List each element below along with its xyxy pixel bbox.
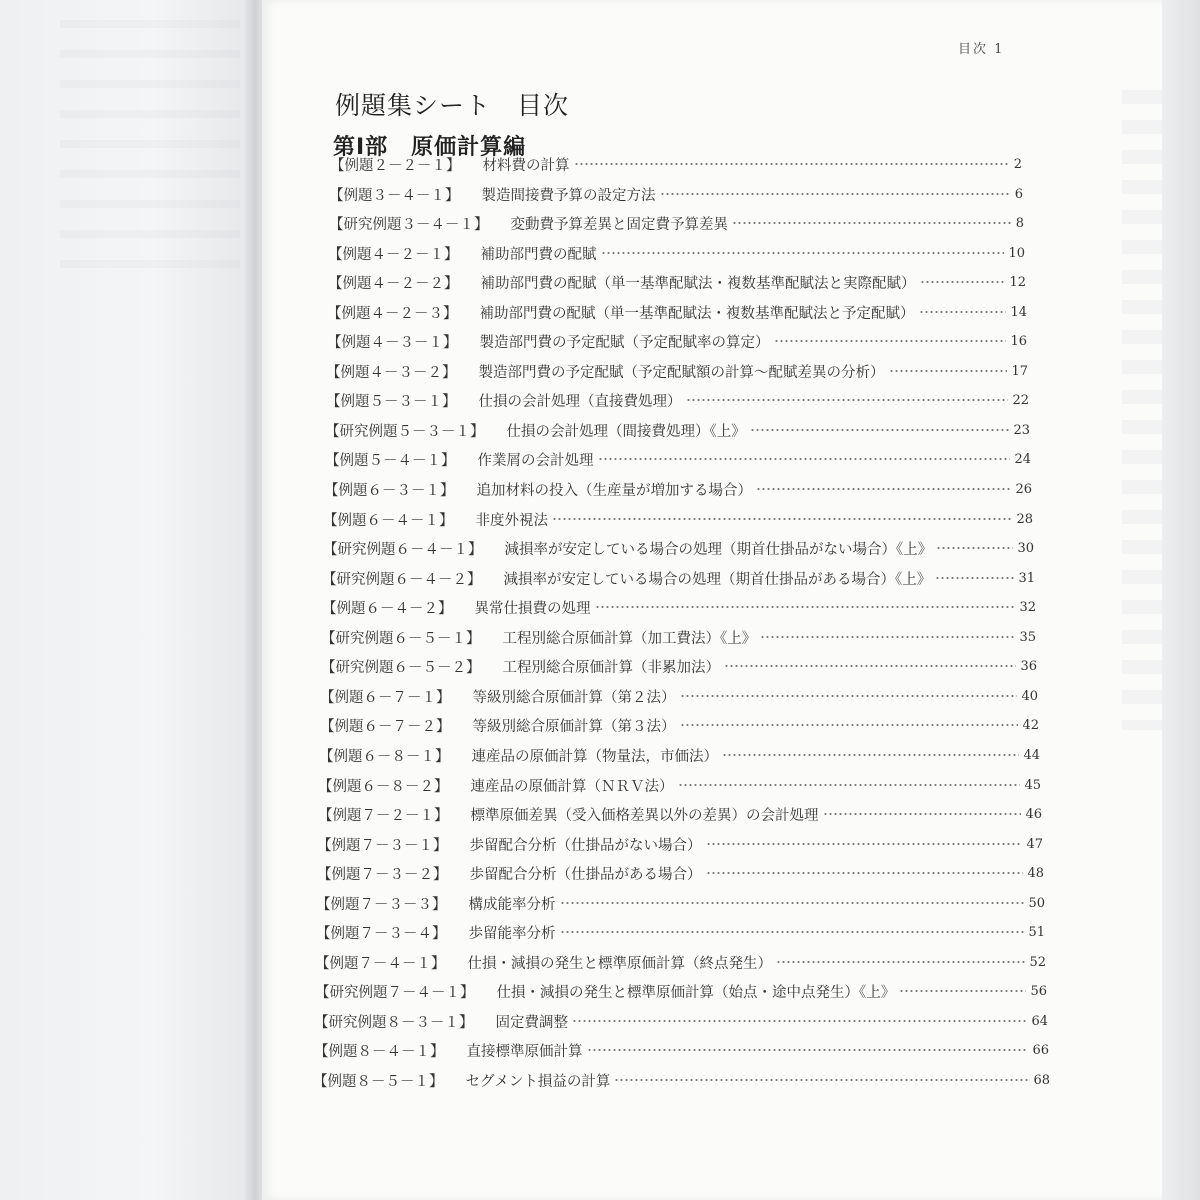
dot-leader: [595, 606, 1016, 608]
toc-entry-page: 52: [1029, 954, 1046, 970]
toc-entry-label: 【例題７－２－１】: [318, 807, 449, 824]
toc-entry: [324, 477, 1032, 501]
toc-entry-title: 製造部門費の予定配賦（予定配賦額の計算～配賦差異の分析）: [478, 364, 885, 381]
toc-entry-title: 連産品の原価計算（ＮＲＶ法）: [470, 778, 674, 795]
toc-entry-title: 工程別総合原価計算（加工費法）《上》: [502, 630, 757, 647]
toc-entry-label: 【研究例題３－４－１】: [329, 216, 489, 233]
toc-entry-label: 【例題５－４－１】: [325, 452, 456, 469]
page-title: 例題集シート 目次: [335, 91, 570, 120]
toc-entry-title: 減損率が安定している場合の処理（期首仕掛品がない場合）《上》: [504, 541, 933, 558]
dot-leader: [732, 222, 1012, 224]
toc-entry-page: 40: [1021, 688, 1038, 704]
dot-leader: [724, 665, 1016, 667]
toc-entry-page: 36: [1020, 658, 1037, 674]
toc-entry-title: 材料費の計算: [482, 157, 570, 174]
toc-entry-label: 【例題４－３－２】: [326, 364, 457, 381]
toc-entry-page: 31: [1018, 570, 1035, 586]
toc-entry-label: 【例題６－８－２】: [318, 778, 449, 795]
toc-entry-page: 56: [1030, 983, 1047, 999]
toc-entry-label: 【例題６－４－１】: [323, 512, 454, 529]
toc-entry: [315, 950, 1046, 974]
toc-entry-title: 製造間接費予算の設定方法: [481, 187, 656, 204]
dot-leader: [560, 902, 1025, 904]
dot-leader: [823, 813, 1022, 815]
toc-entry: [326, 359, 1028, 383]
toc-entry-title: 等級別総合原価計算（第３法）: [472, 718, 676, 735]
toc-entry-label: 【研究例題５－３－１】: [325, 423, 485, 440]
toc-entry-label: 【例題４－２－３】: [327, 305, 458, 322]
toc-entry: [323, 507, 1033, 531]
toc-entry-page: 6: [1014, 186, 1023, 202]
toc-entry-title: 直接標準原価計算: [466, 1043, 583, 1060]
toc-entry-page: 16: [1010, 333, 1027, 349]
toc-entry-title: 変動費予算差異と固定費予算差異: [510, 216, 728, 233]
toc-entry-title: 仕損の会計処理（直接費処理）: [478, 393, 682, 410]
dot-leader: [750, 429, 1010, 431]
toc-entry-label: 【例題２－２－１】: [330, 157, 461, 174]
toc-entry-page: 14: [1010, 304, 1027, 320]
dot-leader: [889, 370, 1008, 372]
toc-entry-label: 【例題４－３－１】: [327, 334, 458, 351]
toc-entry-title: 仕損・減損の発生と標準原価計算（始点・途中点発生）《上》: [496, 984, 896, 1001]
dot-leader: [760, 636, 1015, 638]
toc-entry-page: 12: [1009, 274, 1026, 290]
dot-leader: [614, 1079, 1029, 1081]
toc-entry: [314, 1038, 1049, 1062]
toc-entry: [325, 418, 1030, 442]
toc-entry: [329, 182, 1023, 206]
dot-leader: [552, 518, 1012, 520]
toc-entry-page: 45: [1024, 777, 1041, 793]
toc-entry: [319, 743, 1040, 767]
toc-entry-title: 異常仕損費の処理: [474, 600, 591, 617]
toc-entry-page: 10: [1008, 245, 1025, 261]
toc-entry-title: 歩留配合分析（仕掛品がない場合）: [469, 837, 702, 854]
toc-entry-title: セグメント損益の計算: [465, 1073, 611, 1090]
page-edge: [1162, 0, 1200, 1200]
dot-leader: [678, 784, 1021, 786]
toc-entry-label: 【例題７－３－３】: [316, 896, 447, 913]
dot-leader: [756, 488, 1011, 490]
toc-entry-label: 【例題７－３－４】: [316, 925, 447, 942]
toc-entry-page: 28: [1016, 511, 1033, 527]
dot-leader: [686, 399, 1009, 401]
toc-entry-page: 17: [1011, 363, 1028, 379]
dot-leader: [919, 311, 1007, 313]
toc-entry: [316, 891, 1045, 915]
toc-entry-label: 【研究例題６－４－２】: [322, 571, 482, 588]
toc-entry-title: 非度外視法: [475, 512, 548, 529]
toc-entry-title: 固定費調整: [495, 1014, 568, 1031]
toc-entry-page: 22: [1012, 392, 1029, 408]
toc-entry: [317, 832, 1043, 856]
toc-entry-title: 構成能率分析: [468, 896, 556, 913]
toc-entry: [326, 388, 1029, 412]
toc-entry-page: 24: [1014, 451, 1031, 467]
toc-entry-label: 【研究例題８－３－１】: [314, 1014, 474, 1031]
toc-entry-label: 【例題７－４－１】: [315, 955, 446, 972]
dot-leader: [706, 843, 1023, 845]
toc-entry-page: 32: [1019, 599, 1036, 615]
toc-entry: [329, 211, 1024, 235]
toc-entry-label: 【研究例題７－４－１】: [315, 984, 475, 1001]
toc-entry-title: 仕損・減損の発生と標準原価計算（終点発生）: [467, 955, 772, 972]
dot-leader: [574, 163, 1010, 165]
show-through-text: [60, 20, 240, 280]
toc-entry: [328, 241, 1025, 265]
toc-entry-title: 補助部門費の配賦: [480, 246, 597, 263]
toc-entry-title: 追加材料の投入（生産量が増加する場合）: [476, 482, 752, 499]
toc-entry-title: 補助部門費の配賦（単一基準配賦法・複数基準配賦法と予定配賦）: [479, 305, 915, 322]
dot-leader: [706, 872, 1024, 874]
toc-entry: [322, 595, 1036, 619]
toc-entry-title: 工程別総合原価計算（非累加法）: [502, 659, 720, 676]
toc-entry-page: 23: [1013, 422, 1030, 438]
toc-entry: [316, 920, 1045, 944]
toc-entry-label: 【例題６－７－２】: [320, 718, 451, 735]
toc-entry-page: 35: [1019, 629, 1036, 645]
dot-leader: [936, 547, 1013, 549]
dot-leader: [722, 754, 1019, 756]
toc-entry: [320, 684, 1038, 708]
toc-entry-title: 標準原価差異（受入価格差異以外の差異）の会計処理: [470, 807, 819, 824]
dot-leader: [920, 281, 1006, 283]
toc-entry-title: 連産品の原価計算（物量法，市価法）: [471, 748, 718, 765]
dot-leader: [899, 990, 1026, 992]
dot-leader: [774, 340, 1007, 342]
toc-entry: [327, 329, 1027, 353]
dot-leader: [601, 252, 1005, 254]
toc-entry-page: 48: [1027, 865, 1044, 881]
toc-entry-label: 【研究例題６－５－１】: [321, 630, 481, 647]
page-header: 目次 1: [958, 42, 1005, 57]
dot-leader: [572, 1020, 1027, 1022]
toc-entry: [323, 536, 1034, 560]
toc-entry: [321, 625, 1036, 649]
toc-entry-label: 【例題４－２－１】: [328, 246, 459, 263]
dot-leader: [776, 961, 1025, 963]
toc-entry-label: 【例題８－４－１】: [314, 1043, 445, 1060]
toc-entry-page: 2: [1013, 156, 1022, 172]
toc-entry-label: 【例題６－７－１】: [320, 689, 451, 706]
toc-entry-page: 42: [1022, 717, 1039, 733]
toc-entry-label: 【研究例題６－４－１】: [323, 541, 483, 558]
left-page: [0, 0, 255, 1200]
dot-leader: [680, 695, 1018, 697]
toc-entry-page: 26: [1015, 481, 1032, 497]
toc-entry: [313, 1068, 1050, 1092]
toc-entry: [320, 713, 1039, 737]
toc-entry: [317, 861, 1044, 885]
toc-entry-title: 減損率が安定している場合の処理（期首仕掛品がある場合）《上》: [503, 571, 932, 588]
toc-entry: [327, 300, 1027, 324]
toc-entry-label: 【例題８－５－１】: [313, 1073, 444, 1090]
toc-entry-title: 仕損の会計処理（間接費処理）《上》: [506, 423, 746, 440]
dot-leader: [598, 458, 1011, 460]
dot-leader: [587, 1049, 1029, 1051]
toc-entry: [330, 152, 1022, 176]
toc-entry: [315, 979, 1047, 1003]
toc-entry: [325, 447, 1031, 471]
dot-leader: [935, 577, 1014, 579]
toc-entry-label: 【研究例題６－５－２】: [321, 659, 481, 676]
dot-leader: [680, 724, 1019, 726]
toc-entry: [314, 1009, 1048, 1033]
toc-entry-title: 作業屑の会計処理: [477, 452, 594, 469]
toc-entry-page: 30: [1017, 540, 1034, 556]
toc-entry-title: 歩留配合分析（仕掛品がある場合）: [469, 866, 702, 883]
toc-entry-page: 51: [1028, 924, 1045, 940]
toc-entry-page: 66: [1032, 1042, 1049, 1058]
toc-entry-label: 【例題６－３－１】: [324, 482, 455, 499]
toc-entry: [318, 773, 1041, 797]
toc-entry-page: 44: [1023, 747, 1040, 763]
toc-entry-label: 【例題６－４－２】: [322, 600, 453, 617]
part-heading: 第Ⅰ部 原価計算編: [333, 135, 527, 160]
dot-leader: [660, 193, 1011, 195]
toc-entry-page: 46: [1025, 806, 1042, 822]
toc-entry-label: 【例題７－３－１】: [317, 837, 448, 854]
dot-leader: [560, 931, 1025, 933]
toc-entry-label: 【例題７－３－２】: [317, 866, 448, 883]
toc-entry-title: 製造部門費の予定配賦（予定配賦率の算定）: [479, 334, 770, 351]
toc-entry: [328, 270, 1026, 294]
toc-entry: [318, 802, 1042, 826]
toc-entry-page: 47: [1026, 836, 1043, 852]
toc-entry-label: 【例題４－２－２】: [328, 275, 459, 292]
toc-entry-label: 【例題６－８－１】: [319, 748, 450, 765]
toc-entry-page: 50: [1028, 895, 1045, 911]
toc-entry-label: 【例題５－３－１】: [326, 393, 457, 410]
toc-entry-title: 補助部門費の配賦（単一基準配賦法・複数基準配賦法と実際配賦）: [480, 275, 916, 292]
toc-entry: [321, 654, 1037, 678]
toc-entry-title: 等級別総合原価計算（第２法）: [472, 689, 676, 706]
toc-entry-page: 64: [1031, 1013, 1048, 1029]
toc-entry-title: 歩留能率分析: [468, 925, 556, 942]
toc-entry-page: 8: [1015, 215, 1024, 231]
toc-entry-page: 68: [1033, 1072, 1050, 1088]
toc-entry-label: 【例題３－４－１】: [329, 187, 460, 204]
toc-entry: [322, 566, 1035, 590]
